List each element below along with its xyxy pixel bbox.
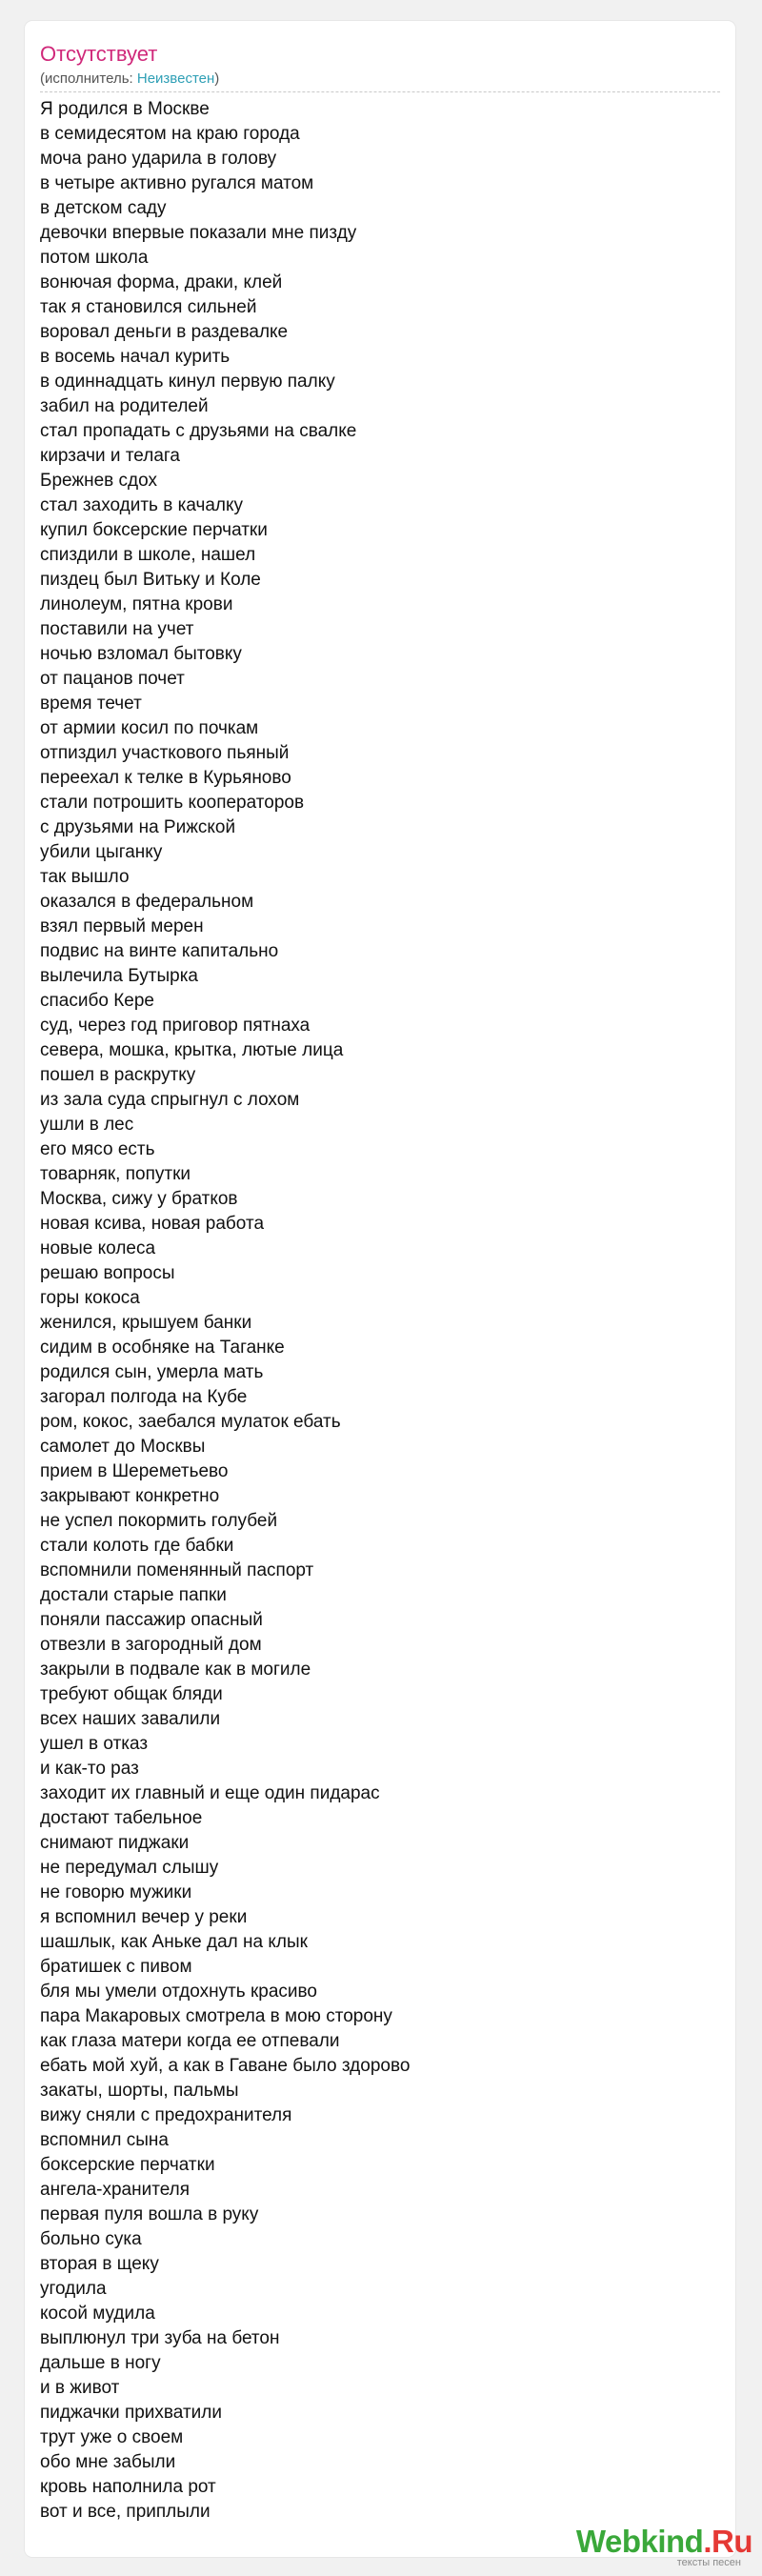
lyric-line: в семидесятом на краю города — [40, 124, 300, 144]
lyric-line: косой мудила — [40, 2304, 155, 2324]
lyric-line: братишек с пивом — [40, 1957, 192, 1977]
lyric-line: горы кокоса — [40, 1288, 140, 1308]
lyric-line: самолет до Москвы — [40, 1437, 206, 1457]
lyric-line: потом школа — [40, 248, 149, 268]
lyric-line: трут уже о своем — [40, 2427, 184, 2447]
lyric-line: стали потрошить кооператоров — [40, 793, 305, 813]
lyric-line: не говорю мужики — [40, 1882, 192, 1902]
lyric-line: ушли в лес — [40, 1115, 134, 1135]
lyric-line: как глаза матери когда ее отпевали — [40, 2031, 340, 2051]
lyric-line: дальше в ногу — [40, 2353, 161, 2373]
lyric-line: требуют общак бляди — [40, 1684, 223, 1704]
lyric-line: закаты, шорты, пальмы — [40, 2081, 239, 2101]
lyric-line: кровь наполнила рот — [40, 2477, 216, 2497]
lyric-line: из зала суда спрыгнул с лохом — [40, 1090, 300, 1110]
lyric-line: достали старые папки — [40, 1585, 227, 1605]
lyric-line: с друзьями на Рижской — [40, 817, 236, 837]
logo-tld-text: .Ru — [703, 2524, 752, 2559]
lyric-line: товарняк, попутки — [40, 1164, 190, 1184]
lyric-line: купил боксерские перчатки — [40, 520, 268, 540]
lyric-line: моча рано ударила в голову — [40, 149, 277, 169]
lyric-line: от пацанов почет — [40, 669, 185, 689]
lyric-line: ебать мой хуй, а как в Гаване было здорово — [40, 2056, 411, 2076]
lyric-line: линолеум, пятна крови — [40, 594, 233, 614]
lyric-line: девочки впервые показали мне пизду — [40, 223, 357, 243]
lyric-line: пиджачки прихватили — [40, 2403, 222, 2423]
lyric-line: севера, мошка, крытка, лютые лица — [40, 1040, 344, 1060]
lyric-line: достают табельное — [40, 1808, 203, 1828]
lyric-line: в восемь начал курить — [40, 347, 231, 367]
lyric-line: вот и все, приплыли — [40, 2502, 211, 2522]
lyric-line: вторая в щеку — [40, 2254, 159, 2274]
lyric-line: кирзачи и телага — [40, 446, 180, 466]
lyric-line: родился сын, умерла мать — [40, 1362, 264, 1382]
lyric-line: решаю вопросы — [40, 1263, 175, 1283]
lyric-line: убили цыганку — [40, 842, 163, 862]
song-title: Отсутствует — [40, 42, 158, 66]
lyric-line: отвезли в загородный дом — [40, 1635, 262, 1655]
lyric-line: спиздили в школе, нашел — [40, 545, 256, 565]
logo-main-text: Webkind — [575, 2524, 704, 2559]
lyrics-text — [40, 97, 720, 2525]
lyric-line: спасибо Кере — [40, 991, 154, 1011]
lyric-line: так я становился сильней — [40, 297, 257, 317]
lyric-line: снимают пиджаки — [40, 1833, 190, 1853]
lyric-line: вонючая форма, драки, клей — [40, 272, 283, 292]
lyric-line: пошел в раскрутку — [40, 1065, 196, 1085]
lyric-line: новые колеса — [40, 1238, 156, 1258]
lyric-line: ночью взломал бытовку — [40, 644, 242, 664]
lyric-line: Брежнев сдох — [40, 471, 157, 491]
lyric-line: вспомнил сына — [40, 2130, 169, 2150]
lyric-line: взял первый мерен — [40, 916, 204, 936]
lyric-line: новая ксива, новая работа — [40, 1214, 265, 1234]
lyric-line: загорал полгода на Кубе — [40, 1387, 248, 1407]
lyric-line: отпиздил участкового пьяный — [40, 743, 290, 763]
lyric-line: Москва, сижу у братков — [40, 1189, 238, 1209]
lyric-line: обо мне забыли — [40, 2452, 176, 2472]
lyric-line: я вспомнил вечер у реки — [40, 1907, 248, 1927]
lyric-line: вспомнили поменянный паспорт — [40, 1560, 314, 1580]
lyric-line: стали колоть где бабки — [40, 1536, 234, 1556]
lyric-line: не передумал слышу — [40, 1858, 219, 1878]
lyric-line: вижу сняли с предохранителя — [40, 2105, 292, 2125]
lyric-line: сидим в особняке на Таганке — [40, 1338, 285, 1358]
lyric-line: оказался в федеральном — [40, 892, 254, 912]
lyric-line: Я родился в Москве — [40, 99, 210, 119]
lyric-line: в детском саду — [40, 198, 167, 218]
lyric-line: воровал деньги в раздевалке — [40, 322, 289, 342]
performer-prefix: (исполнитель: — [40, 70, 137, 87]
lyric-line: заходит их главный и еще один пидарас — [40, 1783, 380, 1803]
lyric-line: в одиннадцать кинул первую палку — [40, 372, 335, 392]
lyric-line: так вышло — [40, 867, 130, 887]
lyric-line: стал пропадать с друзьями на свалке — [40, 421, 357, 441]
lyric-line: пиздец был Витьку и Коле — [40, 570, 261, 590]
lyric-line: ангела-хранителя — [40, 2180, 190, 2200]
lyric-line: стал заходить в качалку — [40, 495, 244, 515]
lyric-line: бля мы умели отдохнуть красиво — [40, 1982, 317, 2002]
lyric-line: не успел покормить голубей — [40, 1511, 278, 1531]
lyric-line: поняли пассажир опасный — [40, 1610, 263, 1630]
lyric-line: от армии косил по почкам — [40, 718, 259, 738]
lyric-line: подвис на винте капитально — [40, 941, 279, 961]
site-logo[interactable] — [562, 2525, 762, 2566]
lyric-line: закрывают конкретно — [40, 1486, 220, 1506]
performer-link[interactable]: Неизвестен — [136, 70, 215, 87]
lyric-line: ром, кокос, заебался мулаток ебать — [40, 1412, 341, 1432]
lyric-line: суд, через год приговор пятнаха — [40, 1016, 311, 1036]
lyrics-card — [25, 21, 735, 2557]
lyric-line: в четыре активно ругался матом — [40, 173, 314, 193]
lyric-line: пара Макаровых смотрела в мою сторону — [40, 2006, 392, 2026]
lyric-line: и в живот — [40, 2378, 120, 2398]
lyric-line: время течет — [40, 694, 142, 714]
logo-wordmark — [576, 2525, 752, 2559]
lyric-line: выплюнул три зуба на бетон — [40, 2328, 280, 2348]
lyric-line: его мясо есть — [40, 1139, 155, 1159]
performer-suffix: ) — [214, 70, 220, 87]
lyric-line: шашлык, как Аньке дал на клык — [40, 1932, 308, 1952]
lyric-line: всех наших завалили — [40, 1709, 221, 1729]
lyric-line: больно сука — [40, 2229, 142, 2249]
logo-tagline: тексты песен — [676, 2557, 741, 2568]
lyric-line: прием в Шереметьево — [40, 1461, 229, 1481]
lyric-line: первая пуля вошла в руку — [40, 2204, 259, 2224]
lyric-line: забил на родителей — [40, 396, 209, 416]
lyric-line: боксерские перчатки — [40, 2155, 215, 2175]
performer-line — [40, 70, 219, 88]
lyric-line: ушел в отказ — [40, 1734, 149, 1754]
divider — [40, 91, 720, 92]
lyric-line: и как-то раз — [40, 1759, 139, 1779]
lyric-line: закрыли в подвале как в могиле — [40, 1660, 311, 1680]
lyric-line: вылечила Бутырка — [40, 966, 198, 986]
lyric-line: угодила — [40, 2279, 107, 2299]
lyric-line: переехал к телке в Курьяново — [40, 768, 291, 788]
lyric-line: поставили на учет — [40, 619, 194, 639]
lyric-line: женился, крышуем банки — [40, 1313, 252, 1333]
